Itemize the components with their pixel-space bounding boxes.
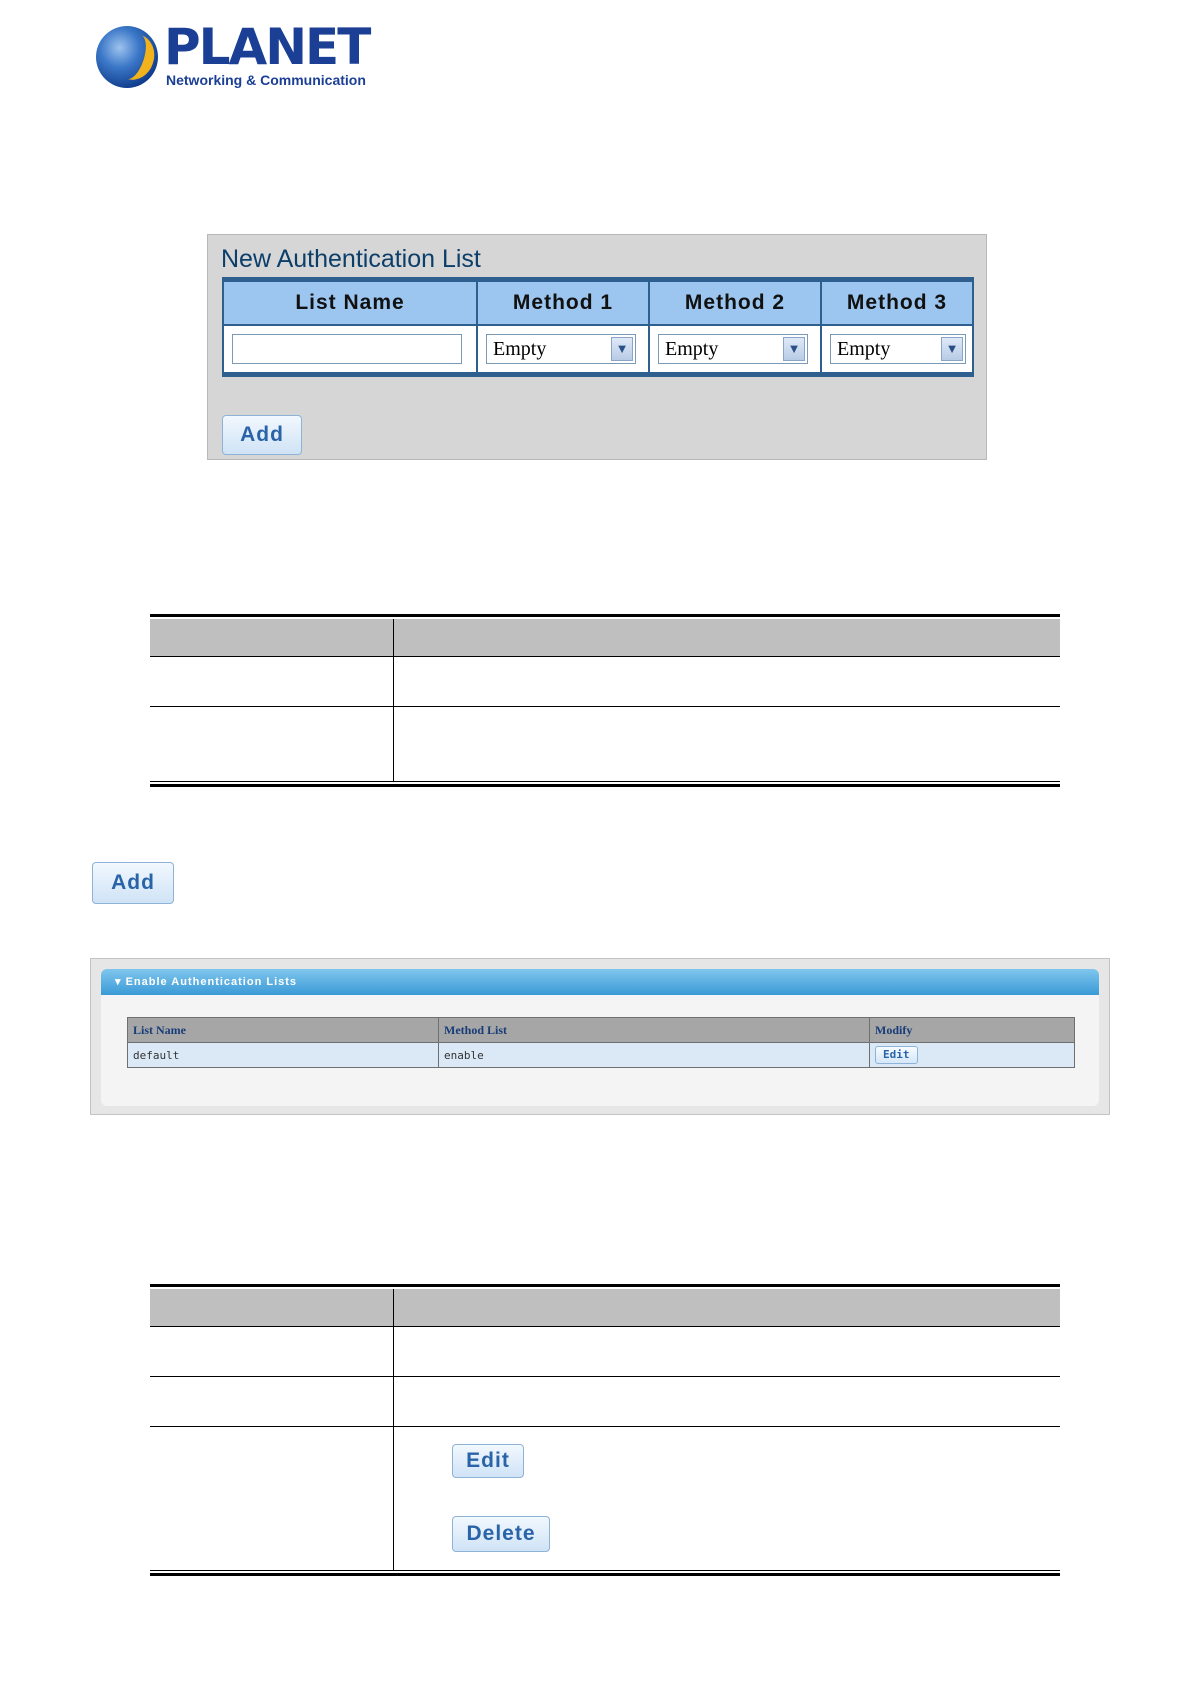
header-method-list: Method List [439,1018,870,1043]
table-row [128,1043,1075,1068]
method-2-select[interactable] [658,334,808,364]
header-list-name: List Name [128,1018,439,1043]
new-auth-table [222,277,974,377]
cell-method-2 [650,326,822,372]
cell-method-1 [478,326,650,372]
new-authentication-list-panel [207,234,987,460]
add-button[interactable]: Add [222,415,302,455]
enable-authentication-lists-panel [90,958,1110,1115]
method-3-value: Empty [837,338,891,360]
header-modify: Modify [870,1018,1075,1043]
edit-button-example[interactable]: Edit [452,1444,524,1478]
cell-method-3 [822,326,972,372]
modify-cell [870,1043,1075,1068]
chevron-down-icon[interactable]: ▼ [941,337,963,361]
add-button-example[interactable]: Add [92,862,174,904]
chevron-down-icon[interactable]: ▼ [611,337,633,361]
list-name-input[interactable] [232,334,462,364]
panel-header [101,969,1099,995]
parameter-table-1 [150,614,1060,790]
panel-title: New Authentication List [221,245,481,273]
chevron-down-icon[interactable]: ▼ [783,337,805,361]
list-name-cell: default [128,1043,439,1068]
collapse-arrow-icon[interactable]: ▾ [115,976,122,988]
edit-button[interactable]: Edit [875,1046,918,1064]
logo-tagline: Networking & Communication [166,72,366,88]
method-3-select[interactable] [830,334,966,364]
method-1-select[interactable] [486,334,636,364]
table-header [150,1289,1060,1326]
logo-brand: PLANET [164,18,370,76]
method-list-cell: enable [439,1043,870,1068]
delete-button-example[interactable]: Delete [452,1516,550,1552]
method-1-value: Empty [493,338,547,360]
parameter-table-2 [150,1284,1060,1580]
cell-list-name [224,326,478,372]
enable-lists-table [127,1017,1075,1068]
planet-logo [96,18,370,92]
method-2-value: Empty [665,338,719,360]
header-method-2: Method 2 [650,282,822,326]
header-method-1: Method 1 [478,282,650,326]
table-header [150,619,1060,656]
panel-title: Enable Authentication Lists [125,976,298,988]
header-method-3: Method 3 [822,282,972,326]
header-list-name: List Name [224,282,478,326]
